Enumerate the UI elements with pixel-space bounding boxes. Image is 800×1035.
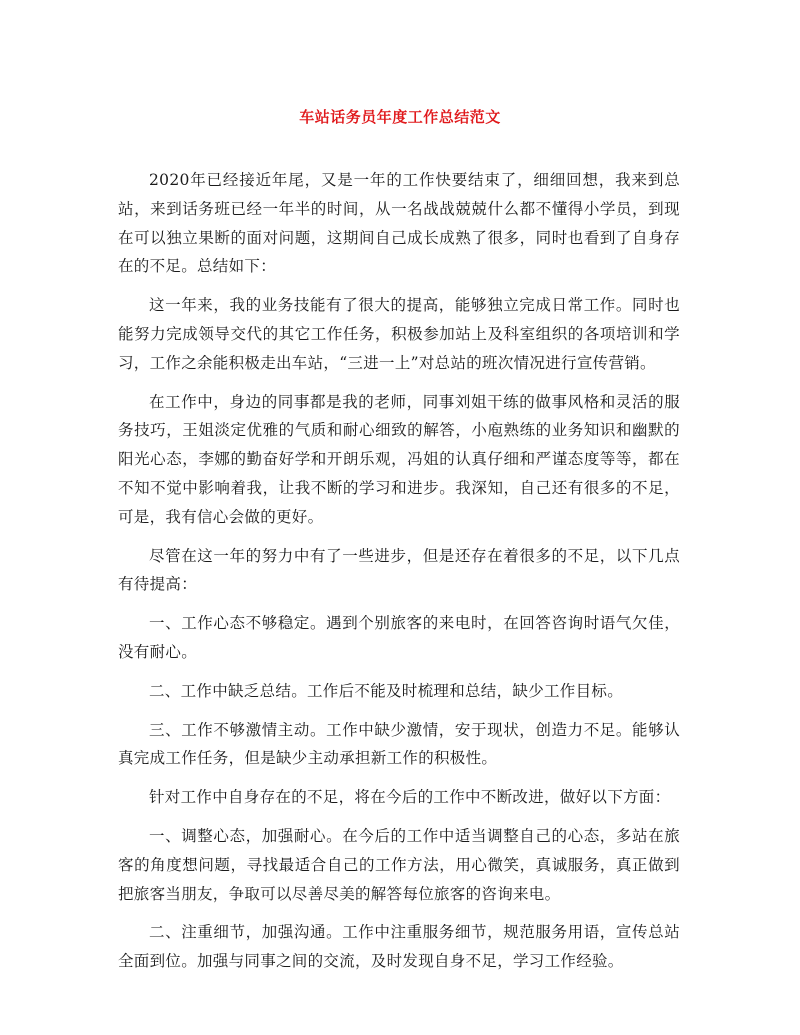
paragraph-intro: 2020年已经接近年尾，又是一年的工作快要结束了，细细回想，我来到总站，来到话务班已经一年半的时间，从一名战战兢兢什么都不懂得小学员，到现在可以独立果断的面对问题，这期间自己成长成熟了很多，同时也看到了自身存在的不足。总结如下： bbox=[118, 171, 680, 276]
paragraph-shortcoming-1: 一、工作心态不够稳定。遇到个别旅客的来电时，在回答咨询时语气欠佳，没有耐心。 bbox=[118, 614, 680, 661]
paragraph-improvement-2: 二、注重细节，加强沟通。工作中注重服务细节，规范服务用语，宣传总站全面到位。加强与同事之间的交流，及时发现自身不足，学习工作经验。 bbox=[118, 923, 680, 971]
paragraph-skills: 这一年来，我的业务技能有了很大的提高，能够独立完成日常工作。同时也能努力完成领导交代的其它工作任务，积极参加站上及科室组织的各项培训和学习，工作之余能积极走出车站，“三进一上”对总站的班次情况进行宣传营销。 bbox=[118, 296, 680, 372]
document-title: 车站话务员年度工作总结范文 bbox=[299, 108, 501, 126]
paragraph-shortcoming-2: 二、工作中缺乏总结。工作后不能及时梳理和总结，缺少工作目标。 bbox=[149, 681, 624, 700]
paragraph-shortcoming-3: 三、工作不够激情主动。工作中缺少激情，安于现状，创造力不足。能够认真完成工作任务，但是缺少主动承担新工作的积极性。 bbox=[118, 720, 680, 768]
paragraph-shortcomings-intro: 尽管在这一年的努力中有了一些进步，但是还存在着很多的不足，以下几点有待提高： bbox=[118, 546, 680, 594]
paragraph-improvement-1: 一、调整心态，加强耐心。在今后的工作中适当调整自己的心态，多站在旅客的角度想问题，寻找最适合自己的工作方法，用心微笑，真诚服务，真正做到把旅客当朋友，争取可以尽善尽美的解答每位旅客的咨询来电。 bbox=[118, 826, 680, 903]
document-body bbox=[118, 166, 680, 986]
paragraph-improvements-intro: 针对工作中自身存在的不足，将在今后的工作中不断改进，做好以下方面： bbox=[149, 788, 671, 807]
paragraph-colleagues: 在工作中，身边的同事都是我的老师，同事刘姐干练的做事风格和灵活的服务技巧，王姐淡定优雅的气质和耐心细致的解答，小庖熟练的业务知识和幽默的阳光心态，李娜的勤奋好学和开朗乐观，冯姐的认真仔细和严谨态度等等，都在不知不觉中影响着我，让我不断的学习和进步。我深知，自己还有很多的不足，可是，我有信心会做的更好。 bbox=[118, 392, 680, 526]
